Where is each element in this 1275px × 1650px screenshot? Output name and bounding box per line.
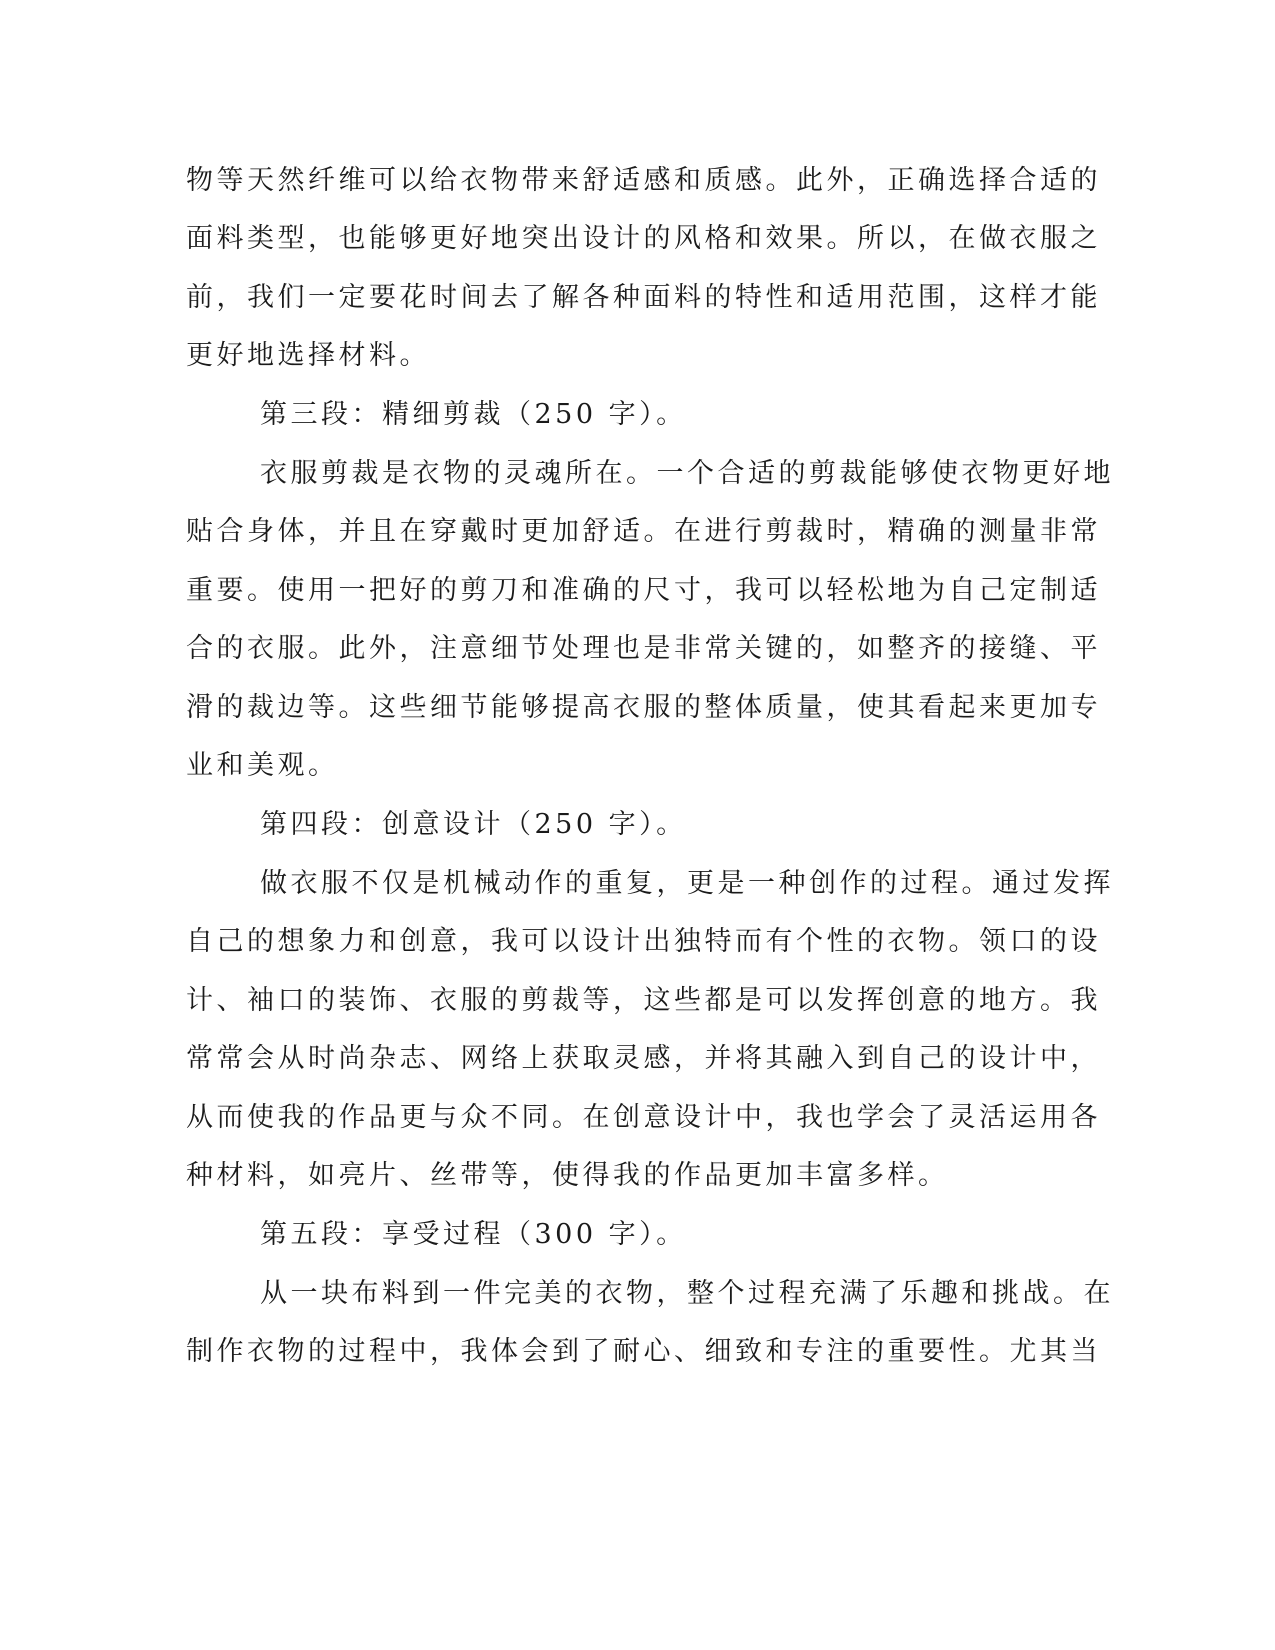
- text-line: 从一块布料到一件完美的衣物，整个过程充满了乐趣和挑战。在: [260, 1278, 1114, 1309]
- text-line: 面料类型，也能够更好地突出设计的风格和效果。所以，在做衣服之: [186, 223, 1101, 254]
- text-line: 滑的裁边等。这些细节能够提高衣服的整体质量，使其看起来更加专: [186, 692, 1101, 723]
- text-line: 业和美观。: [186, 750, 339, 781]
- text-line: 从而使我的作品更与众不同。在创意设计中，我也学会了灵活运用各: [186, 1102, 1101, 1133]
- text-line: 衣服剪裁是衣物的灵魂所在。一个合适的剪裁能够使衣物更好地: [260, 458, 1114, 489]
- section-heading: 第五段：享受过程（300 字）。: [260, 1219, 687, 1250]
- text-line: 制作衣物的过程中，我体会到了耐心、细致和专注的重要性。尤其当: [186, 1336, 1101, 1367]
- text-line: 贴合身体，并且在穿戴时更加舒适。在进行剪裁时，精确的测量非常: [186, 516, 1101, 547]
- section-heading: 第四段：创意设计（250 字）。: [260, 809, 687, 840]
- text-line: 重要。使用一把好的剪刀和准确的尺寸，我可以轻松地为自己定制适: [186, 575, 1101, 606]
- text-line: 物等天然纤维可以给衣物带来舒适感和质感。此外，正确选择合适的: [186, 165, 1101, 196]
- text-line: 常常会从时尚杂志、网络上获取灵感，并将其融入到自己的设计中，: [186, 1043, 1101, 1074]
- text-line: 前，我们一定要花时间去了解各种面料的特性和适用范围，这样才能: [186, 282, 1101, 313]
- text-line: 合的衣服。此外，注意细节处理也是非常关键的，如整齐的接缝、平: [186, 633, 1101, 664]
- text-line: 更好地选择材料。: [186, 340, 430, 371]
- text-line: 自己的想象力和创意，我可以设计出独特而有个性的衣物。领口的设: [186, 926, 1101, 957]
- text-line: 做衣服不仅是机械动作的重复，更是一种创作的过程。通过发挥: [260, 868, 1114, 899]
- text-line: 计、袖口的装饰、衣服的剪裁等，这些都是可以发挥创意的地方。我: [186, 985, 1101, 1016]
- section-heading: 第三段：精细剪裁（250 字）。: [260, 399, 687, 430]
- text-line: 种材料，如亮片、丝带等，使得我的作品更加丰富多样。: [186, 1160, 949, 1191]
